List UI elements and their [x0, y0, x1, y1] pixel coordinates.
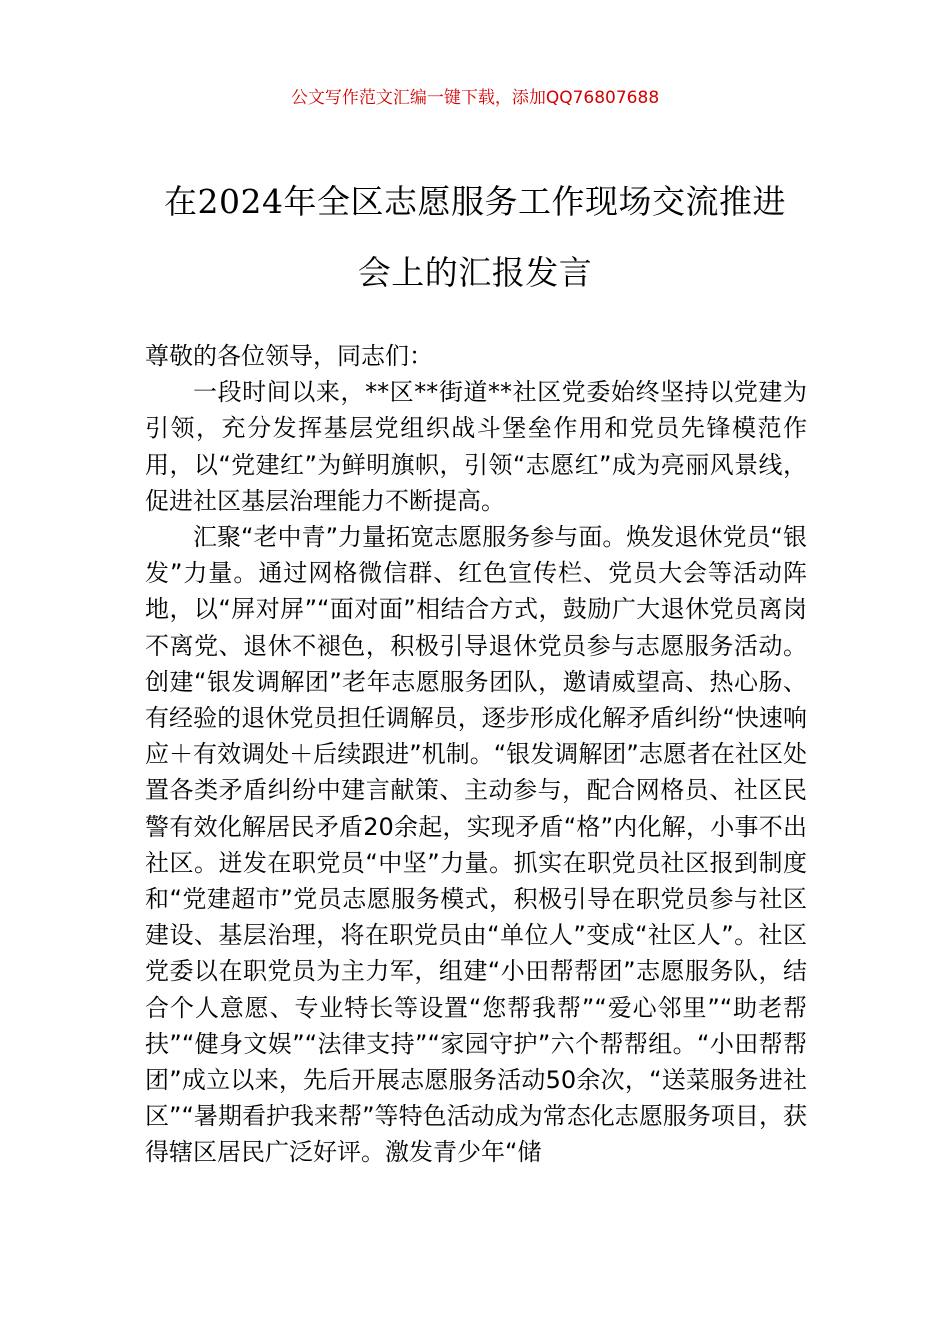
download-promo-note: 公文写作范文汇编一键下载，添加QQ76807688: [290, 88, 660, 108]
title-line-1: 在2024年全区志愿服务工作现场交流推进: [164, 182, 786, 221]
page-title: [100, 166, 850, 308]
paragraph-intro: 一段时间以来，**区**街道**社区党委始终坚持以党建为引领，充分发挥基层党组织战斗堡垒作用和党员先锋模范作用，以“党建红”为鲜明旗帜，引领“志愿红”成为亮丽风景线，促进社区基层治理能力不断提高。: [145, 378, 807, 515]
paragraph-volunteer-forces: 汇聚“老中青”力量拓宽志愿服务参与面。焕发退休党员“银发”力量。通过网格微信群、红色宣传栏、党员大会等活动阵地，以“屏对屏”“面对面”相结合方式，鼓励广大退休党员离岗不离党、退休不褪色，积极引导退休党员参与志愿服务活动。创建“银发调解团”老年志愿服务团队，邀请威望高、热心肠、有经验的退休党员担任调解员，逐步形成化解矛盾纠纷“快速响应＋有效调处＋后续跟进”机制。“银发调解团”志愿者在社区处置各类矛盾纠纷中建言献策、主动参与，配合网格员、社区民警有效化解居民矛盾20余起，实现矛盾“格”内化解，小事不出社区。迸发在职党员“中坚”力量。抓实在职党员社区报到制度和“党建超市”党员志愿服务模式，积极引导在职党员参与社区建设、基层治理，将在职党员由“单位人”变成“社区人”。社区党委以在职党员为主力军，组建“小田帮帮团”志愿服务队，结合个人意愿、专业特长等设置“您帮我帮”“爱心邻里”“助老帮扶”“健身文娱”“法律支持”“家园守护”六个帮帮组。“小田帮帮团”成立以来，先后开展志愿服务活动50余次，“送菜服务进社区”“暑期看护我来帮”等特色活动成为常态化志愿服务项目，获得辖区居民广泛好评。激发青少年“储: [145, 523, 807, 1167]
document-body: [145, 338, 807, 1171]
title-line-2: 会上的汇报发言: [357, 253, 593, 292]
salutation: 尊敬的各位领导，同志们：: [145, 342, 433, 370]
